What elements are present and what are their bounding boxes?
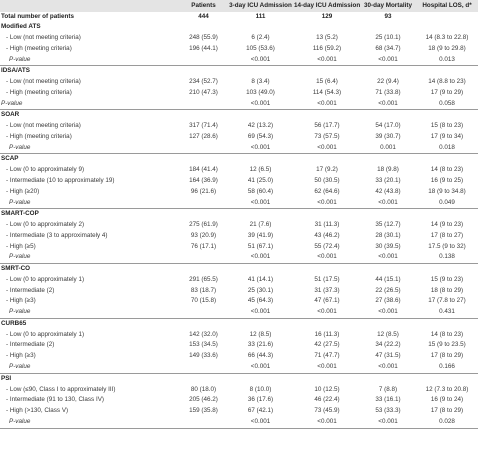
table-cell: 33 (20.1): [375, 176, 401, 184]
table-cell: <0.001: [294, 55, 360, 66]
table-cell: <0.001: [227, 198, 294, 209]
table-cell: 14 (8 to 23): [430, 166, 464, 174]
table-cell: [416, 110, 478, 121]
table-cell: 14 (9 to 23): [430, 221, 464, 229]
row-label: P-value: [0, 252, 180, 263]
table-cell: 142 (32.0): [189, 330, 218, 338]
table-row: [0, 406, 478, 417]
p-value-row: [0, 143, 478, 154]
table-cell: 0.018: [416, 143, 478, 154]
row-label: - Low (0 to approximately 2): [6, 221, 85, 229]
table-cell: 317 (71.4): [189, 122, 218, 130]
row-label: - High (>130, Class V): [6, 407, 69, 415]
table-cell: <0.001: [227, 99, 294, 110]
table-cell: 18 (9.8): [377, 166, 399, 174]
table-cell: 71 (33.8): [375, 88, 401, 96]
row-label: - High (meeting criteria): [6, 132, 72, 140]
table-cell: <0.001: [360, 417, 416, 428]
table-cell: [180, 417, 227, 428]
table-cell: <0.001: [360, 198, 416, 209]
table-cell: [294, 264, 360, 275]
table-cell: 275 (61.9): [189, 221, 218, 229]
table-cell: 6 (2.4): [251, 34, 270, 42]
row-label: P-value: [0, 307, 180, 318]
section-header-row: [0, 209, 478, 220]
row-label: - High (meeting criteria): [6, 44, 72, 52]
table-row: [0, 121, 478, 132]
table-cell: 10 (12.5): [314, 385, 340, 393]
table-cell: 103 (49.0): [246, 88, 275, 96]
table-row: [0, 44, 478, 55]
table-cell: 50 (30.5): [314, 176, 340, 184]
table-cell: 71 (47.7): [314, 352, 340, 360]
table-cell: [227, 264, 294, 275]
table-cell: <0.001: [227, 143, 294, 154]
header-cell: Patients: [180, 0, 227, 12]
table-cell: 42 (27.5): [314, 341, 340, 349]
table-cell: <0.001: [360, 362, 416, 373]
table-cell: [294, 209, 360, 220]
table-cell: 51 (67.1): [247, 242, 274, 250]
table-cell: 15 (9 to 23.5): [428, 341, 466, 349]
table-cell: [180, 318, 227, 329]
row-label: - High (≥5): [6, 242, 36, 250]
table-cell: [180, 307, 227, 318]
section-header-row: [0, 373, 478, 384]
table-cell: 41 (25.0): [247, 176, 274, 184]
table-cell: [227, 318, 294, 329]
table-cell: <0.001: [294, 99, 360, 110]
table-cell: 15 (6.4): [316, 78, 338, 86]
table-cell: 67 (42.1): [247, 407, 274, 415]
row-label: P-value: [0, 362, 180, 373]
table-cell: 93 (20.9): [190, 231, 217, 239]
table-cell: [227, 22, 294, 33]
row-label: P-value: [0, 55, 180, 66]
row-label: - Low (0 to approximately 1): [6, 330, 85, 338]
table-cell: [180, 209, 227, 220]
table-cell: 248 (55.9): [189, 34, 218, 42]
table-cell: 28 (30.1): [375, 231, 401, 239]
table-cell: [180, 143, 227, 154]
table-row: [0, 88, 478, 99]
table-cell: 47 (31.5): [375, 352, 401, 360]
table-cell: 22 (9.4): [377, 78, 399, 86]
table-cell: 66 (44.3): [247, 352, 274, 360]
table-cell: 47 (67.1): [314, 297, 340, 305]
table-cell: 15 (9 to 23): [430, 275, 464, 283]
table-cell: [360, 373, 416, 384]
table-cell: <0.001: [294, 143, 360, 154]
p-value-row: [0, 55, 478, 66]
table-cell: [180, 99, 227, 110]
table-cell: <0.001: [227, 252, 294, 263]
table-cell: 17 (9.2): [316, 166, 338, 174]
table-cell: 0.001: [360, 143, 416, 154]
table-cell: 35 (12.7): [375, 221, 401, 229]
table-cell: 41 (14.1): [247, 275, 274, 283]
table-cell: [180, 154, 227, 165]
table-cell: 93: [384, 12, 392, 20]
table-cell: [294, 22, 360, 33]
table-cell: 16 (9 to 24): [430, 396, 464, 404]
row-label: Total number of patients: [1, 12, 74, 20]
table-cell: 196 (44.1): [189, 44, 218, 52]
table-cell: 444: [198, 12, 209, 20]
table-cell: [227, 66, 294, 77]
header-cell: 3-day ICU Admission: [227, 0, 294, 12]
section-header-row: [0, 66, 478, 77]
p-value-row: [0, 198, 478, 209]
table-cell: 0.013: [416, 55, 478, 66]
table-cell: 14 (8.8 to 23): [428, 78, 466, 86]
row-label: - Low (not meeting criteria): [6, 122, 81, 130]
table-cell: [227, 209, 294, 220]
table-cell: 16 (11.3): [314, 330, 340, 338]
table-cell: 0.166: [416, 362, 478, 373]
table-cell: 12 (6.5): [249, 166, 272, 174]
table-cell: 0.028: [416, 417, 478, 428]
table-cell: <0.001: [360, 307, 416, 318]
header-cell: [0, 0, 180, 12]
table-cell: [360, 209, 416, 220]
table-cell: 159 (35.8): [189, 407, 218, 415]
section-header-row: [0, 154, 478, 165]
table-cell: [180, 264, 227, 275]
table-cell: 0.058: [416, 99, 478, 110]
p-value-row: [0, 99, 478, 110]
table-cell: 164 (36.9): [189, 176, 218, 184]
row-label: P-value: [0, 198, 180, 209]
row-label: - Low (0 to approximately 9): [6, 166, 85, 174]
table-cell: 34 (22.2): [375, 341, 401, 349]
row-label: P-value: [0, 143, 180, 154]
table-cell: 58 (60.4): [247, 187, 274, 195]
table-cell: <0.001: [227, 362, 294, 373]
table-cell: 27 (38.6): [375, 297, 401, 305]
table-cell: [180, 55, 227, 66]
row-label: - Intermediate (91 to 130, Class IV): [6, 396, 104, 404]
row-label: - Low (not meeting criteria): [6, 78, 81, 86]
table-cell: [294, 110, 360, 121]
table-cell: 17 (9 to 29): [430, 88, 464, 96]
table-cell: 68 (34.7): [375, 44, 401, 52]
table-cell: 83 (18.7): [190, 286, 217, 294]
table-cell: 153 (34.5): [189, 341, 218, 349]
table-cell: 12 (8.5): [377, 330, 399, 338]
table-cell: [416, 209, 478, 220]
table-cell: 76 (17.1): [190, 242, 217, 250]
table-cell: 96 (21.6): [190, 187, 217, 195]
table-cell: 114 (54.3): [312, 88, 342, 96]
p-value-row: [0, 362, 478, 373]
table-cell: 184 (41.4): [189, 166, 218, 174]
table-cell: [416, 154, 478, 165]
table-cell: 17 (8 to 29): [430, 407, 464, 415]
p-value-row: [0, 307, 478, 318]
table-cell: 0.138: [416, 252, 478, 263]
table-cell: 46 (22.4): [314, 396, 340, 404]
table-cell: 31 (11.3): [314, 221, 340, 229]
total-row: [0, 12, 478, 23]
table-cell: <0.001: [227, 55, 294, 66]
table-row: [0, 220, 478, 231]
table-cell: 105 (53.6): [246, 44, 275, 52]
table-cell: 45 (64.3): [247, 297, 274, 305]
table-cell: 43 (46.2): [314, 231, 340, 239]
table-cell: 22 (26.5): [375, 286, 401, 294]
table-cell: 18 (8 to 29): [430, 286, 464, 294]
table-cell: [227, 154, 294, 165]
row-label: SCAP: [1, 155, 19, 163]
row-label: - Low (≤90, Class I to approximately III): [6, 385, 116, 393]
table-cell: [416, 12, 478, 23]
table-cell: <0.001: [294, 307, 360, 318]
table-cell: 80 (18.0): [190, 385, 217, 393]
row-label: P-value: [0, 99, 180, 110]
table-cell: [294, 318, 360, 329]
table-cell: [294, 154, 360, 165]
row-label: - High (≥20): [6, 187, 40, 195]
table-cell: 62 (64.6): [314, 187, 340, 195]
table-row: [0, 330, 478, 341]
p-value-row: [0, 252, 478, 263]
row-label: - High (meeting criteria): [6, 88, 72, 96]
table-cell: 30 (39.5): [375, 242, 401, 250]
table-cell: [416, 66, 478, 77]
table-cell: 18 (9 to 29.8): [428, 44, 466, 52]
table-cell: 73 (45.9): [314, 407, 340, 415]
table-cell: [180, 110, 227, 121]
table-cell: 70 (15.8): [190, 297, 217, 305]
table-cell: 127 (28.6): [189, 132, 218, 140]
table-row: [0, 296, 478, 307]
table-cell: 15 (8 to 23): [430, 122, 464, 130]
header-cell: 14-day ICU Admission: [294, 0, 360, 12]
table-cell: <0.001: [294, 362, 360, 373]
table-cell: <0.001: [227, 307, 294, 318]
table-cell: 18 (9 to 34.8): [428, 187, 466, 195]
table-cell: [227, 110, 294, 121]
table-cell: <0.001: [294, 198, 360, 209]
table-cell: 14 (8.3 to 22.8): [425, 34, 469, 42]
table-row: [0, 187, 478, 198]
table-cell: 234 (52.7): [189, 78, 218, 86]
table-cell: 39 (30.7): [375, 132, 401, 140]
table-cell: 14 (8 to 23): [430, 330, 464, 338]
table-row: [0, 132, 478, 143]
table-cell: [360, 154, 416, 165]
row-label: - High (≥3): [6, 297, 36, 305]
header-cell: 30-day Mortality: [360, 0, 416, 12]
table-cell: [294, 373, 360, 384]
table-row: [0, 286, 478, 297]
section-header-row: [0, 264, 478, 275]
table-cell: <0.001: [227, 417, 294, 428]
table-cell: 13 (5.2): [316, 34, 338, 42]
table-cell: [180, 373, 227, 384]
table-cell: 8 (3.4): [251, 78, 270, 86]
table-cell: <0.001: [360, 252, 416, 263]
table-cell: [360, 22, 416, 33]
table-row: [0, 33, 478, 44]
row-label: SMART-COP: [1, 210, 39, 218]
table-cell: 17 (7.8 to 27): [428, 297, 466, 305]
table-cell: 12 (7.3 to 20.8): [425, 385, 469, 393]
table-cell: 17.5 (9 to 32): [428, 242, 466, 250]
row-label: - Intermediate (2): [6, 286, 55, 294]
table-row: [0, 275, 478, 286]
table-cell: 21 (7.6): [249, 221, 272, 229]
table-cell: 42 (43.8): [375, 187, 401, 195]
row-label: SOAR: [1, 111, 20, 119]
row-label: - Low (0 to approximately 1): [6, 275, 85, 283]
table-cell: 25 (10.1): [375, 34, 401, 42]
table-cell: 36 (17.6): [247, 396, 274, 404]
row-label: Modified ATS: [1, 23, 41, 31]
row-label: - Intermediate (2): [6, 341, 55, 349]
table-cell: 25 (30.1): [247, 286, 274, 294]
header-cell: Hospital LOS, d*: [416, 0, 478, 12]
table-cell: [180, 198, 227, 209]
table-cell: [360, 66, 416, 77]
table-cell: [227, 373, 294, 384]
table-cell: 205 (46.2): [189, 396, 218, 404]
table-cell: 54 (17.0): [375, 122, 401, 130]
table-cell: 33 (16.1): [375, 396, 401, 404]
table-cell: 17 (8 to 29): [430, 352, 464, 360]
table-cell: 291 (65.5): [189, 275, 218, 283]
table-row: [0, 395, 478, 406]
row-label: - Low (not meeting criteria): [6, 34, 81, 42]
table-row: [0, 165, 478, 176]
table-cell: [416, 318, 478, 329]
row-label: - Intermediate (3 to approximately 4): [6, 231, 108, 239]
table-cell: [416, 373, 478, 384]
table-cell: 33 (21.6): [247, 341, 274, 349]
table-cell: 0.049: [416, 198, 478, 209]
table-cell: 210 (47.3): [189, 88, 218, 96]
table-cell: 42 (13.2): [247, 122, 274, 130]
table-cell: [360, 318, 416, 329]
row-label: CURB65: [1, 319, 27, 327]
table-cell: 111: [255, 12, 266, 20]
table-cell: [416, 22, 478, 33]
table-row: [0, 176, 478, 187]
table-cell: 44 (15.1): [375, 275, 401, 283]
table-cell: [180, 66, 227, 77]
table-cell: 17 (9 to 34): [430, 132, 464, 140]
table-cell: 17 (8 to 27): [430, 231, 464, 239]
row-label: SMRT-CO: [1, 265, 31, 273]
table-cell: 116 (59.2): [312, 44, 342, 52]
header-row: [0, 0, 478, 12]
table-cell: [294, 66, 360, 77]
table-row: [0, 77, 478, 88]
table-cell: <0.001: [294, 417, 360, 428]
table-cell: 149 (33.6): [189, 352, 218, 360]
row-label: P-value: [0, 417, 180, 428]
table-cell: 69 (54.3): [247, 132, 274, 140]
table-cell: 8 (10.0): [249, 385, 272, 393]
table-cell: 56 (17.7): [314, 122, 340, 130]
table-cell: 55 (72.4): [314, 242, 340, 250]
table-cell: [180, 22, 227, 33]
p-value-row: [0, 417, 478, 428]
table-cell: [180, 362, 227, 373]
table-cell: <0.001: [360, 99, 416, 110]
table-cell: 53 (33.3): [375, 407, 401, 415]
table-cell: <0.001: [294, 252, 360, 263]
section-header-row: [0, 110, 478, 121]
table-cell: 7 (8.8): [378, 385, 398, 393]
table-row: [0, 351, 478, 362]
table-row: [0, 340, 478, 351]
table-cell: 0.431: [416, 307, 478, 318]
table-body: [0, 12, 478, 429]
table-cell: 73 (57.5): [314, 132, 340, 140]
row-label: IDSA/ATS: [1, 67, 30, 75]
table-row: [0, 385, 478, 396]
table-row: [0, 231, 478, 242]
table-cell: 129: [321, 12, 333, 20]
row-label: - High (≥3): [6, 352, 36, 360]
table-cell: [416, 264, 478, 275]
table-cell: 31 (37.3): [314, 286, 340, 294]
table-cell: [180, 252, 227, 263]
row-label: - Intermediate (10 to approximately 19): [6, 176, 115, 184]
table-cell: 12 (8.5): [249, 330, 272, 338]
table-cell: [360, 110, 416, 121]
section-header-row: [0, 22, 478, 33]
table-cell: <0.001: [360, 55, 416, 66]
table-cell: 51 (17.5): [314, 275, 340, 283]
table-cell: [360, 264, 416, 275]
table-cell: 16 (9 to 25): [430, 176, 464, 184]
section-header-row: [0, 318, 478, 329]
table-cell: 39 (41.9): [247, 231, 274, 239]
table-row: [0, 242, 478, 253]
row-label: PSI: [1, 374, 12, 382]
